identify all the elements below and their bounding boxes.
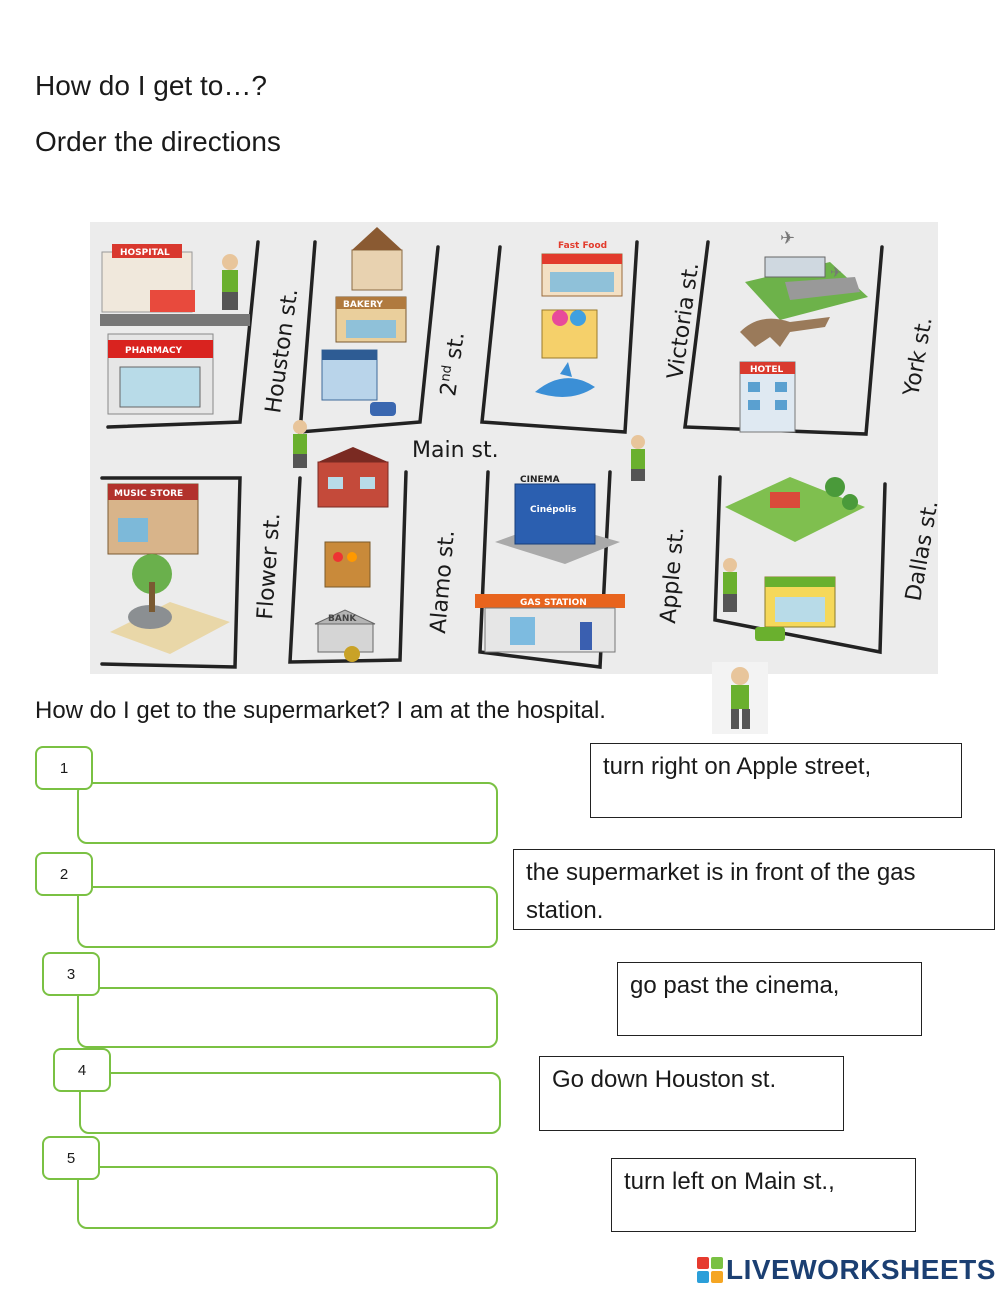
svg-text:BAKERY: BAKERY — [343, 300, 383, 310]
logo-cell — [697, 1271, 709, 1283]
svg-text:✈: ✈ — [830, 264, 842, 280]
museum-dinosaur-icon — [740, 317, 830, 347]
bank-icon — [315, 610, 375, 662]
svg-text:HOTEL: HOTEL — [750, 365, 784, 375]
street-label-main: Main st. — [412, 438, 499, 463]
bakery-icon — [336, 297, 406, 342]
person-icon — [293, 420, 307, 468]
slot-number-1[interactable]: 1 — [35, 746, 93, 790]
street-label-alamo: Alamo st. — [426, 529, 461, 635]
aquarium-shark-icon — [535, 362, 595, 397]
gas-station-icon — [475, 594, 625, 652]
supermarket-icon — [755, 577, 835, 641]
person-icon — [222, 254, 238, 310]
slot-number-2[interactable]: 2 — [35, 852, 93, 896]
direction-phrase[interactable]: Go down Houston st. — [539, 1056, 844, 1131]
hotel-icon — [740, 362, 795, 432]
svg-text:BANK: BANK — [328, 614, 357, 624]
svg-text:CINEMA: CINEMA — [520, 475, 560, 485]
street-label-dallas: Dallas st. — [901, 498, 944, 604]
slot-number-5[interactable]: 5 — [42, 1136, 100, 1180]
street-label-houston: Houston st. — [261, 287, 304, 415]
logo-cell — [711, 1257, 723, 1269]
direction-phrase[interactable]: turn right on Apple street, — [590, 743, 962, 818]
svg-text:✈: ✈ — [780, 228, 796, 248]
school-icon — [318, 447, 388, 507]
answer-slot-2[interactable] — [77, 886, 498, 948]
brand-name: LIVEWORKSHEETS — [726, 1254, 996, 1285]
slot-number-3[interactable]: 3 — [42, 952, 100, 996]
street-label-york: York st. — [899, 315, 938, 399]
answer-slot-4[interactable] — [79, 1072, 501, 1134]
logo-cell — [711, 1271, 723, 1283]
pharmacy-icon — [108, 334, 213, 414]
answer-slot-5[interactable] — [77, 1166, 498, 1229]
street-label-2nd: 2nd st. — [436, 330, 470, 398]
street-label-apple: Apple st. — [656, 526, 690, 625]
answer-slot-1[interactable] — [77, 782, 498, 844]
liveworksheets-logo — [697, 1253, 996, 1287]
person-icon — [712, 662, 768, 734]
direction-phrase[interactable]: turn left on Main st., — [611, 1158, 916, 1232]
question-text: How do I get to the supermarket? I am at the hospital. — [35, 697, 606, 724]
direction-phrase[interactable]: the supermarket is in front of the gas station. — [513, 849, 995, 930]
worksheet-instructions: Order the directions — [35, 126, 281, 157]
street-label-flower: Flower st. — [253, 512, 286, 621]
slot-number-4[interactable]: 4 — [53, 1048, 111, 1092]
fast-food-icon — [542, 241, 622, 296]
airport-icon — [745, 228, 868, 320]
svg-text:Cinépolis: Cinépolis — [530, 505, 577, 515]
svg-text:GAS STATION: GAS STATION — [520, 598, 587, 608]
svg-text:HOSPITAL: HOSPITAL — [120, 248, 170, 258]
worksheet-title: How do I get to…? — [35, 70, 267, 101]
direction-phrase[interactable]: go past the cinema, — [617, 962, 922, 1036]
logo-mark-icon — [697, 1257, 723, 1283]
svg-text:Fast Food: Fast Food — [558, 241, 608, 251]
park-playground-icon — [725, 477, 865, 542]
music-store-icon — [108, 484, 198, 554]
zoo-icon — [110, 554, 230, 654]
church-icon — [352, 227, 402, 290]
logo-cell — [697, 1257, 709, 1269]
svg-text:MUSIC STORE: MUSIC STORE — [114, 489, 184, 499]
town-map — [90, 222, 944, 674]
svg-text:PHARMACY: PHARMACY — [125, 346, 183, 356]
cinema-icon — [495, 475, 620, 564]
person-icon — [723, 558, 737, 612]
fruit-stand-icon — [325, 542, 370, 587]
person-icon — [631, 435, 645, 481]
answer-slot-3[interactable] — [77, 987, 498, 1048]
street-label-victoria: Victoria st. — [663, 260, 705, 381]
map-drawing — [90, 222, 944, 674]
police-station-icon — [322, 350, 396, 416]
toy-store-icon — [542, 310, 597, 358]
